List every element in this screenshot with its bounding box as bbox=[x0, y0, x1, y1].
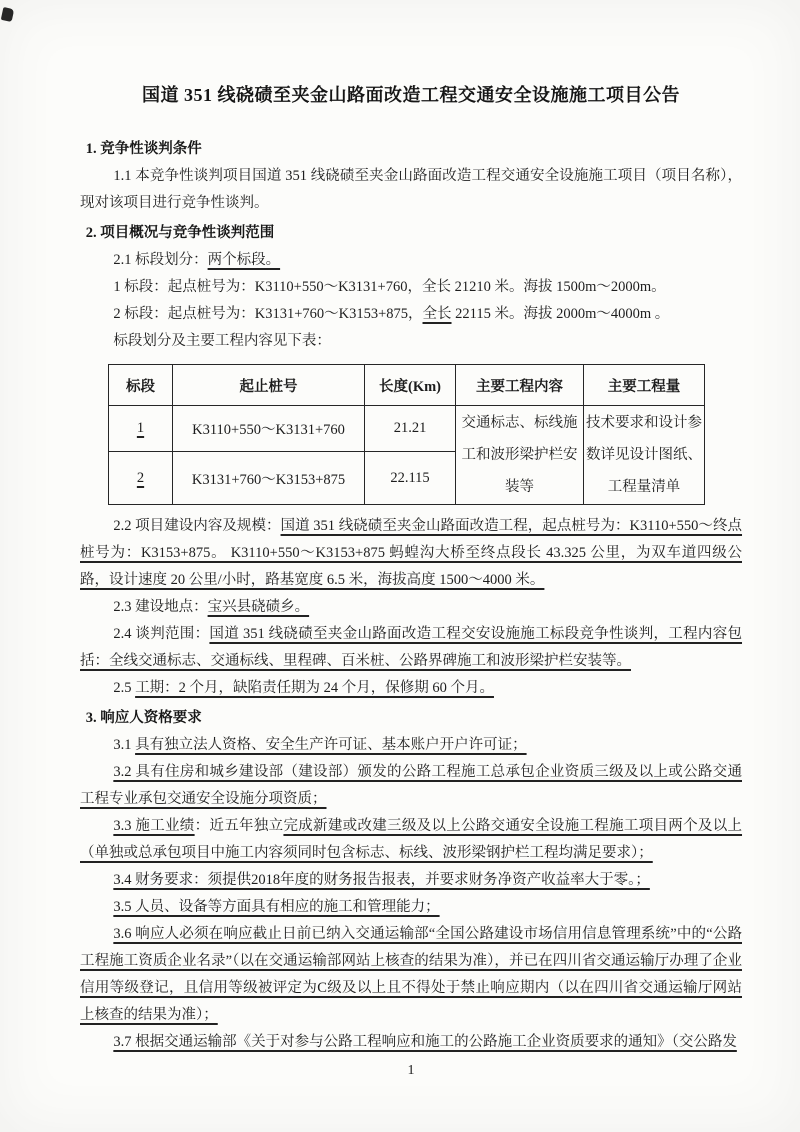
text: 1.1 本竞争性谈判项目国道 351 线硗碛至夹金山路面改造工程交通安全设施施工项目（项目名称），现对该项目进行竞争性谈判。 bbox=[80, 168, 742, 211]
para-3-6 bbox=[80, 921, 742, 1029]
document-content bbox=[80, 80, 742, 1079]
table-header-row bbox=[109, 365, 705, 406]
cell-length: 22.115 bbox=[365, 452, 456, 505]
underlined-text: 3.5 人员、设备等方面具有相应的施工和管理能力； bbox=[113, 899, 440, 915]
para-2-5 bbox=[80, 675, 742, 702]
para-3-2 bbox=[80, 759, 742, 813]
underlined-text: 全长 bbox=[422, 306, 452, 322]
section-number: 2 bbox=[136, 469, 145, 486]
underlined-text: 3.6 响应人必须在响应截止日前已纳入交通运输部“全国公路建设市场信用信息管理系统”中的“公路工程施工资质企业名录”（以在交通运输部网站上核查的结果为准），并已在四川省交通运输厅办理了企业信用等级登记，且信用等级被评定为C级及以上且不得处于禁止响应期内（以在四川省交通运输厅网站上核查的结果为准）； bbox=[80, 926, 742, 1023]
text: 2. 项目概况与竞争性谈判范围 bbox=[85, 225, 275, 241]
header-stakes: 起止桩号 bbox=[173, 365, 365, 406]
cell-stakes: K3131+760～K3153+875 bbox=[173, 452, 365, 505]
text: 2.2 项目建设内容及规模： bbox=[113, 518, 281, 534]
underlined-text: 3.7 根据交通运输部《关于对参与公路工程响应和施工的公路施工企业资质要求的通知》（交公路发 bbox=[113, 1034, 737, 1050]
underlined-text: 宝兴县硗碛乡。 bbox=[207, 599, 310, 615]
text: 1. 竞争性谈判条件 bbox=[85, 141, 202, 157]
para-section-2 bbox=[80, 301, 742, 328]
text: 2 标段：起点桩号为：K3131+760～K3153+875， bbox=[113, 306, 423, 322]
para-3-7 bbox=[80, 1029, 742, 1056]
bid-sections-table bbox=[108, 364, 705, 505]
text: 3. 响应人资格要求 bbox=[85, 710, 202, 726]
underlined-text: 工期：2 个月，缺陷责任期为 24 个月，保修期 60 个月。 bbox=[135, 680, 494, 696]
page-number: 1 bbox=[407, 1063, 415, 1078]
cell-main-quantity: 技术要求和设计参数详见设计图纸、工程量清单 bbox=[584, 406, 705, 505]
scan-artifact bbox=[1, 7, 14, 22]
underlined-text: 3.2 具有住房和城乡建设部（建设部）颁发的公路工程施工总承包企业资质三级及以上或公路交通工程专业承包交通安全设施分项资质； bbox=[80, 764, 742, 807]
table-row bbox=[109, 406, 705, 452]
text: 22115 米。海拔 2000m～4000m 。 bbox=[451, 306, 670, 322]
header-length: 长度(Km) bbox=[365, 365, 456, 406]
para-section-1 bbox=[80, 274, 742, 301]
text: 标段划分及主要工程内容见下表： bbox=[113, 333, 331, 349]
para-1-1 bbox=[80, 163, 742, 217]
cell-section bbox=[109, 406, 173, 452]
para-3-4 bbox=[80, 867, 742, 894]
text: 2.3 建设地点： bbox=[113, 599, 208, 615]
underlined-text: 3.4 财务要求：须提供2018年度的财务报告报表，并要求财务净资产收益率大于零。； bbox=[113, 872, 650, 888]
underlined-text: 两个标段。 bbox=[207, 252, 281, 268]
underlined-text: 完成新建或改建三级及以上公路交通安全设施工程施工项目两个及以上（单独或总承包项目中施工内容须同时包含标志、标线、波形梁钢护栏工程均满足要求）； bbox=[80, 818, 743, 861]
text: 2.4 谈判范围： bbox=[113, 626, 210, 642]
para-2-3 bbox=[80, 594, 742, 621]
para-2-4 bbox=[80, 621, 742, 675]
underlined-text: 3.3 施工业绩 bbox=[113, 818, 195, 834]
header-main-content: 主要工程内容 bbox=[456, 365, 584, 406]
cell-stakes: K3110+550～K3131+760 bbox=[173, 406, 365, 452]
underlined-text: 具有独立法人资格、安全生产许可证、基本账户开户许可证； bbox=[135, 737, 527, 753]
para-2-1 bbox=[80, 247, 742, 274]
cell-main-content: 交通标志、标线施工和波形梁护栏安装等 bbox=[456, 406, 584, 505]
text: 1 标段：起点桩号为：K3110+550～K3131+760，全长 21210 米。海拔 1500m～2000m。 bbox=[113, 279, 666, 295]
para-3-3 bbox=[80, 813, 742, 867]
para-3-1 bbox=[80, 732, 742, 759]
para-2-2 bbox=[80, 513, 742, 594]
heading-2 bbox=[80, 220, 742, 247]
page-title: 国道 351 线硗碛至夹金山路面改造工程交通安全设施施工项目公告 bbox=[142, 85, 680, 105]
text: 3.1 bbox=[113, 737, 136, 753]
section-number: 1 bbox=[136, 420, 145, 437]
header-main-quantity: 主要工程量 bbox=[584, 365, 705, 406]
text: 2.1 标段划分： bbox=[113, 252, 208, 268]
para-3-5 bbox=[80, 894, 742, 921]
paragraphs-after-table bbox=[80, 513, 742, 1056]
text: 2.5 bbox=[113, 680, 136, 696]
header-section: 标段 bbox=[109, 365, 173, 406]
para-table-intro bbox=[80, 328, 742, 355]
paragraphs-before-table bbox=[80, 136, 742, 355]
cell-section bbox=[109, 452, 173, 505]
underlined-text: 国道 351 线硗碛至夹金山路面改造工程，起点桩号为：K3110+550～终点桩号为：K3153+875。 K3110+550～K3153+875 蚂蝗沟大桥至终点段长 43.325 公里，为双车道四级公路，设计速度 20 公里/小时，路基宽度 6.5 米，海拔高度 1500～4000 米。 bbox=[80, 518, 743, 588]
heading-1 bbox=[80, 136, 742, 163]
underlined-text: 国道 351 线硗碛至夹金山路面改造工程交安设施施工标段竞争性谈判，工程内容包括：全线交通标志、交通标线、里程碑、百米桩、公路界碑施工和波形梁护栏安装等。 bbox=[80, 626, 743, 669]
heading-3 bbox=[80, 705, 742, 732]
cell-length: 21.21 bbox=[365, 406, 456, 452]
text: ：近五年独立 bbox=[194, 818, 284, 834]
